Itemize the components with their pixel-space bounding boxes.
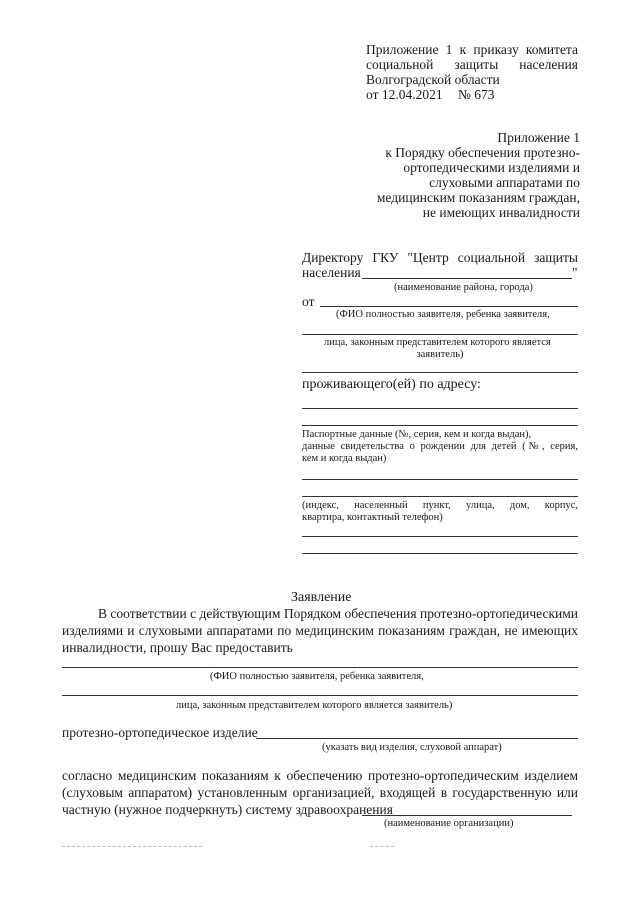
contact-field-2[interactable] <box>302 553 578 554</box>
passport-note-1: Паспортные данные (№, серия, кем и когда выдан), <box>302 429 532 440</box>
header1-line1: Приложение 1 к приказу комитета <box>366 42 578 57</box>
para2-line1: согласно медицинским показаниям к обеспечению протезно-ортопедическим изделием <box>62 768 578 783</box>
residing-label: проживающего(ей) по адресу: <box>302 377 481 392</box>
note-fio: (ФИО полностью заявителя, ребенка заявителя, <box>336 309 550 320</box>
device-label: протезно-ортопедическое изделие <box>62 725 258 740</box>
addressee-line2-prefix: населения <box>302 265 361 280</box>
bottom-dashed-line-1 <box>62 846 202 847</box>
bottom-dashed-line-2 <box>370 846 394 847</box>
para1-line1: В соответствии с действующим Порядком обеспечения протезно-ортопедическими <box>98 606 578 621</box>
from-label: от <box>302 294 315 309</box>
statement-note-fio: (ФИО полностью заявителя, ребенка заявителя, <box>210 671 424 682</box>
para2-line3: частную (нужное подчеркнуть) систему здравоохранения <box>62 802 393 817</box>
note-rep-1: лица, законным представителем которого является <box>324 337 551 348</box>
addressee-line1: Директору ГКУ "Центр социальной защиты <box>302 250 578 265</box>
header2-line4: слуховыми аппаратами по <box>429 175 580 190</box>
addressee-line2-suffix: " <box>572 265 578 280</box>
fio-field-2[interactable] <box>302 334 578 335</box>
header2-line6: не имеющих инвалидности <box>422 205 580 220</box>
header2-line3: ортопедическими изделиями и <box>403 160 580 175</box>
note-rep-2: заявитель) <box>416 349 464 360</box>
passport-note-3: кем и когда выдан) <box>302 453 387 464</box>
header2-line1: Приложение 1 <box>497 130 580 145</box>
note-area: (наименование района, города) <box>394 282 533 293</box>
organization-field[interactable] <box>362 815 572 816</box>
header1-date: от 12.04.2021 <box>366 87 443 102</box>
address-field-2[interactable] <box>302 425 578 426</box>
contact-note-1: (индекс, населенный пункт, улица, дом, корпус, <box>302 500 578 511</box>
para1-line2: изделиями и слуховыми аппаратами по медицинским показаниям граждан, не имеющих <box>62 623 578 638</box>
contact-note-2: квартира, контактный телефон) <box>302 512 443 523</box>
device-field[interactable] <box>256 738 578 739</box>
header2-line5: медицинским показаниям граждан, <box>376 190 580 205</box>
note-device: (указать вид изделия, слуховой аппарат) <box>322 742 502 753</box>
passport-field-2[interactable] <box>302 496 578 497</box>
address-field-1[interactable] <box>302 408 578 409</box>
fio-field-1[interactable] <box>320 306 578 307</box>
contact-field-1[interactable] <box>302 536 578 537</box>
statement-note-rep: лица, законным представителем которого является заявитель) <box>176 700 453 711</box>
header2-line2: к Порядку обеспечения протезно- <box>385 145 580 160</box>
statement-title: Заявление <box>291 590 352 605</box>
note-org: (наименование организации) <box>384 818 514 829</box>
statement-fio-field-2[interactable] <box>62 695 578 696</box>
para2-line2: (слуховым аппаратом) установленным организацией, входящей в государственную или <box>62 785 578 800</box>
header1-line3: Волгоградской области <box>366 72 500 87</box>
header1-number: № 673 <box>458 87 495 102</box>
area-name-field[interactable] <box>362 278 572 279</box>
statement-fio-field-1[interactable] <box>62 667 578 668</box>
passport-note-2: данные свидетельства о рождении для детей (№, серия, <box>302 441 578 452</box>
header1-line2: социальной защиты населения <box>366 57 578 72</box>
para1-line3: инвалидности, прошу Вас предоставить <box>62 640 293 655</box>
fio-field-3[interactable] <box>302 372 578 373</box>
passport-field-1[interactable] <box>302 479 578 480</box>
